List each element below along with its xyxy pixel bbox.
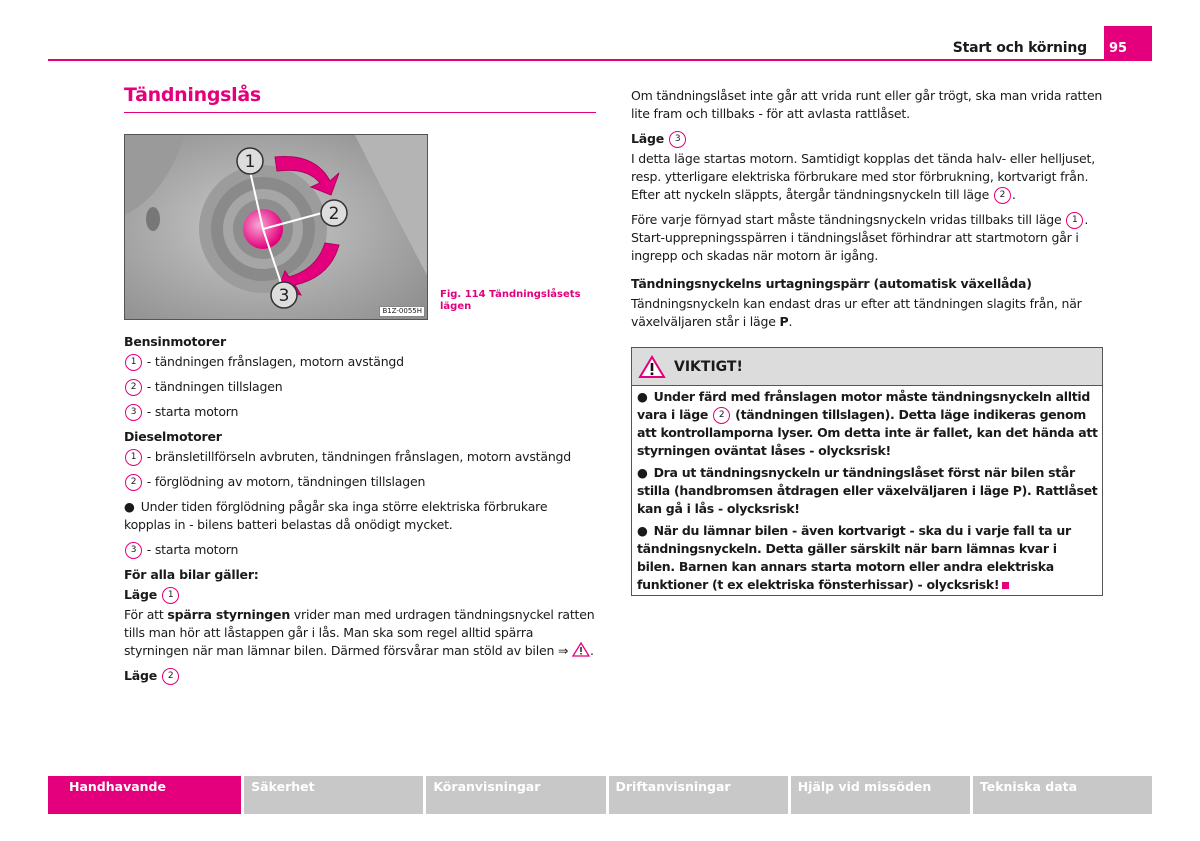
position-3-text <box>631 150 1103 204</box>
text-run: . Start-upprepningsspärren i tändningslåset förhindrar att startmotorn går i ingrepp och skadas när motorn är igång. <box>631 212 1089 263</box>
chapter-tabs <box>48 776 1152 814</box>
position-1-heading <box>124 586 596 604</box>
item-text: - förglödning av motorn, tändningen tillslagen <box>146 474 426 489</box>
position-number: 2 <box>713 407 730 424</box>
key-lock-text <box>631 295 1103 331</box>
text-run: För att <box>124 607 168 622</box>
tab-hjalp-vid-missoden[interactable]: Hjälp vid missöden <box>791 776 970 814</box>
intro-text: Om tändningslåset inte går att vrida runt eller går trögt, ska man vrida ratten lite fram och tillbaks - för att avlasta rattlåset. <box>631 88 1103 121</box>
bullet-icon: ● <box>637 389 648 404</box>
warning-paragraph <box>637 388 1098 460</box>
text-run: . <box>788 314 793 329</box>
warning-title: VIKTIGT! <box>674 358 743 375</box>
position-number: 2 <box>994 187 1011 204</box>
page-title: Tändningslås <box>124 84 261 106</box>
position-number: 3 <box>125 404 142 421</box>
diesel-item <box>124 473 596 491</box>
page-number: 95 <box>1104 26 1152 61</box>
bullet-icon: ● <box>637 523 648 538</box>
ignition-lock-illustration <box>124 134 428 320</box>
gasoline-item <box>124 378 596 396</box>
text-run: När du lämnar bilen - även kortvarigt - ska du i varje fall ta ur tändningsnyckeln. Detta gäller särskilt när barn lämnas kvar i bilen. Barnen kan annars starta motorn eller andra elektriska funktioner (t ex elektriska fönsterhissar) - olycksrisk! <box>637 523 1071 592</box>
text-run: vrider man med urdragen tändningsnyckel ratten tills man hör att låstappen går i lås. Man ska som regel alltid spärra styrningen när man lämnar bilen. Därmed försvårar man stöld av bilen ⇒ <box>124 607 595 658</box>
right-column <box>631 87 1103 596</box>
position-number: 2 <box>162 668 179 685</box>
item-text: - starta motorn <box>146 542 239 557</box>
tab-handhavande[interactable]: Handhavande <box>48 776 241 814</box>
position-number: 1 <box>125 449 142 466</box>
restart-text <box>631 211 1103 265</box>
diesel-note <box>124 498 596 534</box>
position-number: 2 <box>125 474 142 491</box>
text-run: Under färd med frånslagen motor måste tändningsnyckeln alltid vara i läge <box>637 389 1090 422</box>
item-text: - starta motorn <box>146 404 239 419</box>
warning-paragraph <box>637 464 1098 518</box>
warning-paragraph <box>637 522 1098 594</box>
warning-body <box>632 386 1102 595</box>
diesel-item <box>124 541 596 559</box>
item-text: - tändningen frånslagen, motorn avstängd <box>146 354 404 369</box>
figure-label-1: 1 <box>244 152 256 172</box>
position-label: Läge <box>124 668 158 683</box>
figure-114 <box>124 134 596 320</box>
note-text: Under tiden förglödning pågår ska inga större elektriska förbrukare kopplas in - bilens batteri belastas då onödigt mycket. <box>124 499 548 532</box>
figure-caption: Fig. 114 Tändningslåsets lägen <box>440 289 581 312</box>
figure-label-2: 2 <box>328 204 340 224</box>
end-square-icon <box>1002 582 1009 589</box>
tab-tekniska-data[interactable]: Tekniska data <box>973 776 1152 814</box>
emphasis-text: P <box>779 314 789 329</box>
warning-box <box>631 347 1103 596</box>
item-text: - bränsletillförseln avbruten, tändningen frånslagen, motorn avstängd <box>146 449 572 464</box>
title-rule <box>124 112 596 113</box>
text-run: (tändningen tillslagen). Detta läge indikeras genom att kontrollamporna lyser. Om detta inte är fallet, kan det hända att styrningen oväntat låses - olycksrisk! <box>637 407 1098 458</box>
warning-icon[interactable] <box>572 642 590 657</box>
all-cars-heading: För alla bilar gäller: <box>124 567 259 582</box>
text-run: Dra ut tändningsnyckeln ur tändningslåset först när bilen står stilla (handbromsen åtdragen eller växelväljaren i läge P). Rattlåset kan gå i lås - olycksrisk! <box>637 465 1098 516</box>
position-number: 3 <box>669 131 686 148</box>
key-lock-heading: Tändningsnyckelns urtagningspärr (automatisk växellåda) <box>631 276 1032 291</box>
tab-koranvisningar[interactable]: Köranvisningar <box>426 776 605 814</box>
gasoline-item <box>124 403 596 421</box>
position-number: 1 <box>125 354 142 371</box>
bullet-icon: ● <box>124 499 135 514</box>
section-title: Start och körning <box>952 40 1087 56</box>
position-2-heading <box>124 667 596 685</box>
text-run: . <box>1011 187 1016 202</box>
diesel-item <box>124 448 596 466</box>
position-1-text <box>124 606 596 660</box>
tab-driftanvisningar[interactable]: Driftanvisningar <box>609 776 788 814</box>
bullet-icon: ● <box>637 465 648 480</box>
position-number: 2 <box>125 379 142 396</box>
emphasis-text: spärra styrningen <box>167 607 291 622</box>
position-number: 1 <box>1066 212 1083 229</box>
figure-label-3: 3 <box>278 286 290 306</box>
position-number: 1 <box>162 587 179 604</box>
position-3-heading <box>631 130 1103 148</box>
text-run: I detta läge startas motorn. Samtidigt kopplas det tända halv- eller helljuset, resp. ytterligare elektriska förbrukare med stor förbrukning, kortvarigt från. Efter att nyckeln släppts, återgår tändningsnyckeln till läge <box>631 151 1095 202</box>
header-rule <box>48 59 1152 61</box>
text-run: . <box>590 643 594 658</box>
warning-triangle-icon <box>638 355 666 379</box>
position-number: 3 <box>125 542 142 559</box>
tab-sakerhet[interactable]: Säkerhet <box>244 776 423 814</box>
gasoline-heading: Bensinmotorer <box>124 334 226 349</box>
position-label: Läge <box>124 587 158 602</box>
diesel-heading: Dieselmotorer <box>124 429 222 444</box>
figure-code: B1Z-0055H <box>379 306 425 317</box>
ignition-lock-drawing <box>125 135 427 319</box>
warning-header <box>632 348 1102 386</box>
text-run: Före varje förnyad start måste tändningsnyckeln vridas tillbaks till läge <box>631 212 1062 227</box>
position-label: Läge <box>631 131 665 146</box>
item-text: - tändningen tillslagen <box>146 379 283 394</box>
gasoline-item <box>124 353 596 371</box>
left-column <box>124 84 596 687</box>
text-run: Tändningsnyckeln kan endast dras ur efter att tändningen slagits från, när växelväljaren står i läge <box>631 296 1082 329</box>
